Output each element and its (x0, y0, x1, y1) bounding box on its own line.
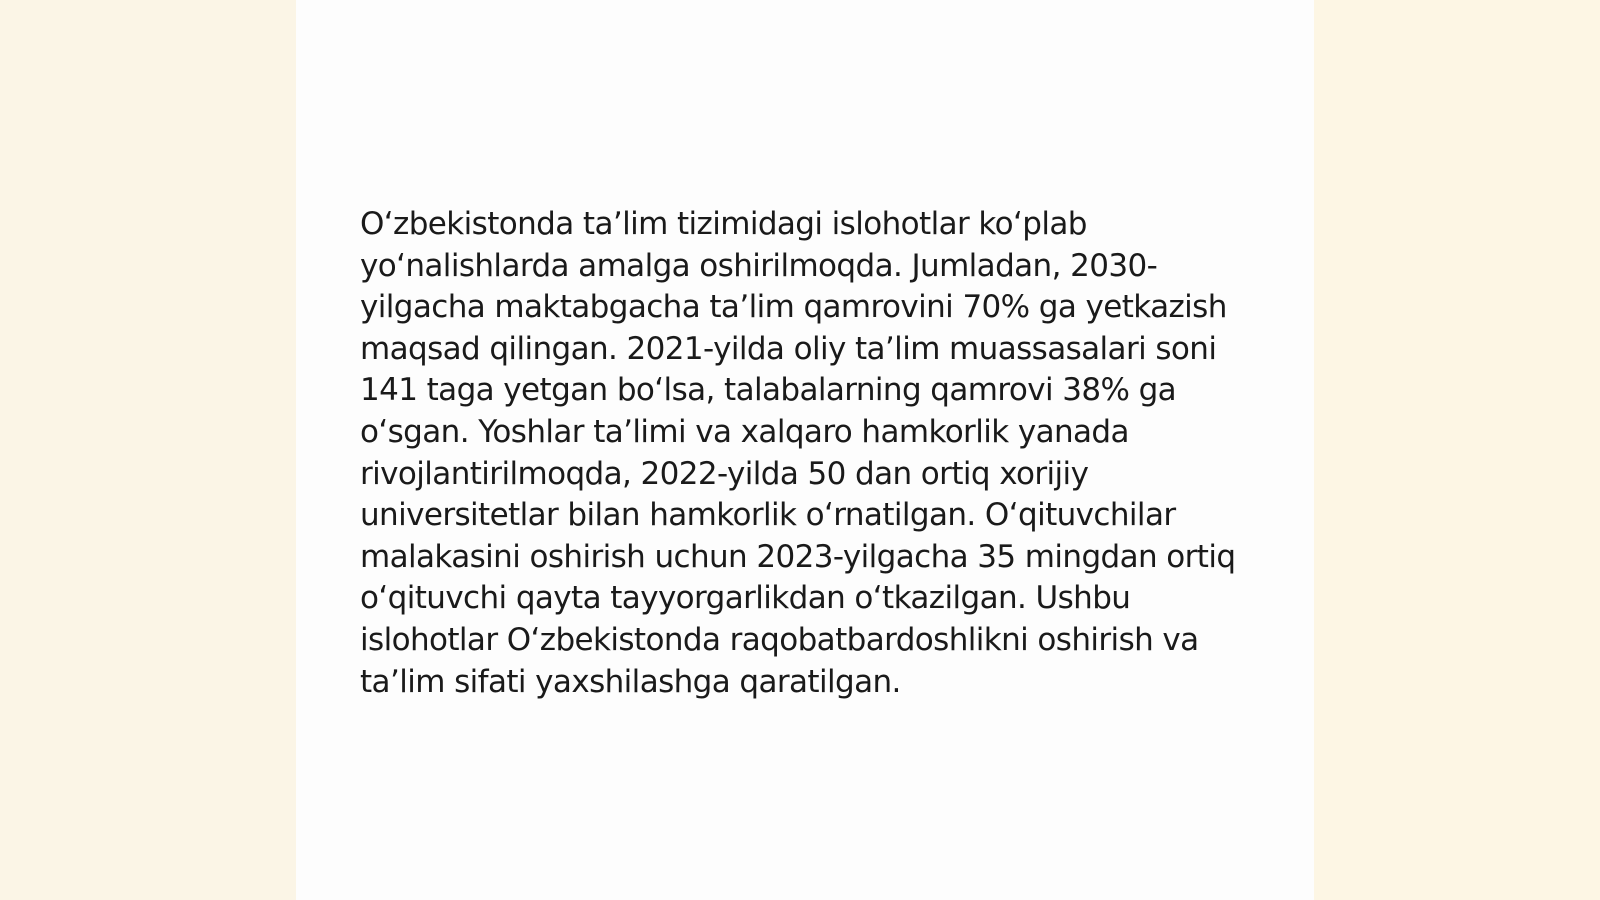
slide-body-text: O‘zbekistonda ta’lim tizimidagi islohotlar ko‘plab yo‘nalishlarda amalga oshirilmoqda. Jumladan, 2030-yilgacha maktabgacha ta’lim qamrovini 70% ga yetkazish maqsad qilingan. 2021-yilda oliy ta’lim muassasalari soni 141 taga yetgan bo‘lsa, talabalarning qamrovi 38% ga o‘sgan. Yoshlar ta’limi va xalqaro hamkorlik yanada rivojlantirilmoqda, 2022-yilda 50 dan ortiq xorijiy universitetlar bilan hamkorlik o‘rnatilgan. O‘qituvchilar malakasini oshirish uchun 2023-yilgacha 35 mingdan ortiq o‘qituvchi qayta tayyorgarlikdan o‘tkazilgan. Ushbu islohotlar O‘zbekistonda raqobatbardoshlikni oshirish va ta’lim sifati yaxshilashga qaratilgan. (360, 206, 1236, 700)
right-background-margin (1314, 0, 1600, 900)
left-background-margin (0, 0, 296, 900)
slide-page (296, 0, 1314, 900)
